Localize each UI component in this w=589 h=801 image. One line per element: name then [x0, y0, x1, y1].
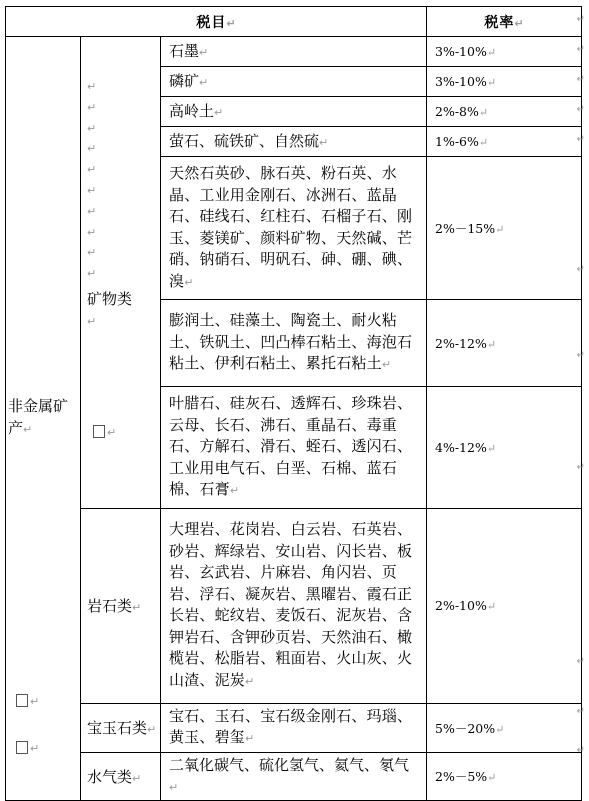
group-gems-cell	[81, 703, 161, 752]
paragraph-mark-icon: ↵	[87, 267, 97, 281]
rate-cell: 2%－15%↵	[427, 157, 582, 300]
rate-cell: 2%-8%↵	[427, 97, 582, 127]
paragraph-mark-icon: ↵	[319, 135, 329, 149]
paragraph-mark-icon: ↵	[87, 142, 97, 156]
row-end-mark-icon: ↵	[576, 134, 585, 145]
paragraph-mark-icon: ↵	[478, 106, 489, 119]
item-cell: 膨润土、硅藻土、陶瓷土、耐火粘土、铁矾土、凹凸棒石粘土、海泡石粘土、伊利石粘土、累托石粘土↵	[161, 300, 427, 387]
paragraph-mark-icon: ↵	[147, 723, 157, 736]
empty-box-icon	[16, 694, 28, 707]
rate-cell: 4%-12%↵	[427, 387, 582, 509]
paragraph-mark-icon: ↵	[495, 722, 505, 736]
header-item	[6, 7, 427, 37]
paragraph-mark-icon: ↵	[87, 163, 97, 177]
row-end-mark-icon: ↵	[576, 264, 585, 275]
paragraph-mark-icon: ↵	[87, 100, 97, 114]
paragraph-mark-icon: ↵	[381, 358, 392, 372]
row-end-mark-icon: ↵	[576, 706, 585, 717]
paragraph-mark-icon: ↵	[169, 780, 179, 794]
rate-cell: 2%-10%↵	[427, 508, 582, 703]
category-cell	[6, 37, 81, 801]
header-rate-label: 税率	[484, 14, 515, 31]
header-item-label: 税目	[196, 14, 227, 31]
table-row	[6, 752, 582, 800]
paragraph-mark-icon: ↵	[87, 183, 97, 197]
paragraph-mark-icon: ↵	[30, 742, 40, 755]
rate-cell: 2%－5%↵	[427, 752, 582, 800]
paragraph-mark-icon: ↵	[132, 601, 142, 614]
paragraph-mark-icon: ↵	[226, 16, 236, 30]
group-gases-label: 水气类	[87, 767, 133, 786]
paragraph-mark-icon: ↵	[87, 246, 97, 260]
rate-cell: 2%-12%↵	[427, 300, 582, 387]
row-end-mark-icon: ↵	[576, 745, 585, 756]
table-row	[6, 508, 582, 703]
group-rocks-label: 岩石类	[87, 597, 133, 615]
paragraph-mark-icon: ↵	[245, 674, 255, 688]
rate-cell: 5%－20%↵	[427, 703, 582, 752]
paragraph-mark-icon: ↵	[107, 426, 117, 439]
paragraph-mark-icon: ↵	[486, 441, 497, 455]
paragraph-mark-icon: ↵	[487, 771, 497, 784]
paragraph-mark-icon: ↵	[132, 771, 142, 785]
item-cell: 石墨↵	[161, 37, 427, 67]
paragraph-mark-icon: ↵	[87, 314, 97, 328]
item-cell: 磷矿↵	[161, 67, 427, 97]
item-cell: 宝石、玉石、宝石级金刚石、玛瑙、黄玉、碧玺↵	[161, 703, 427, 752]
category-label: 非金属矿产↵	[8, 397, 69, 438]
item-cell: 高岭土↵	[161, 97, 427, 127]
item-cell: 天然石英砂、脉石英、粉石英、水晶、工业用金刚石、冰洲石、蓝晶石、硅线石、红柱石、石榴子石、刚玉、菱镁矿、颜料矿物、天然碱、芒硝、钠硝石、明矾石、砷、硼、碘、溴↵	[161, 157, 427, 300]
row-end-mark-icon: ↵	[576, 104, 585, 115]
paragraph-mark-icon: ↵	[514, 16, 524, 30]
box-overlay-gems	[16, 690, 39, 709]
paragraph-mark-icon: ↵	[87, 80, 97, 93]
rate-cell: 1%-6%↵	[427, 127, 582, 157]
paragraph-mark-icon: ↵	[245, 732, 255, 745]
item-cell: 叶腊石、硅灰石、透辉石、珍珠岩、云母、长石、沸石、重晶石、毒重石、方解石、滑石、蛭石、透闪石、工业用电气石、白垩、石棉、蓝石棉、石膏↵	[161, 387, 427, 509]
paragraph-mark-icon: ↵	[87, 121, 97, 135]
header-row	[6, 7, 582, 37]
group-minerals-label: 矿物类	[87, 289, 133, 308]
header-rate	[427, 7, 582, 37]
paragraph-mark-icon: ↵	[486, 76, 497, 89]
row-end-mark-icon: ↵	[576, 350, 585, 361]
tax-rate-table	[5, 6, 582, 801]
box-overlay-gases	[16, 737, 39, 756]
paragraph-mark-icon: ↵	[229, 484, 240, 497]
row-end-mark-icon: ↵	[576, 74, 585, 85]
paragraph-marks	[87, 77, 160, 333]
paragraph-mark-icon: ↵	[23, 423, 33, 437]
paragraph-mark-icon: ↵	[486, 600, 497, 613]
rate-cell: 3%-10%↵	[427, 67, 582, 97]
group-gases-cell	[81, 752, 161, 800]
tax-table-wrapper	[5, 6, 582, 801]
empty-box-icon	[93, 425, 105, 438]
row-end-mark-icon: ↵	[576, 44, 585, 55]
group-gems-label: 宝玉石类	[87, 719, 148, 737]
paragraph-mark-icon: ↵	[30, 695, 40, 708]
item-cell: 大理岩、花岗岩、白云岩、石英岩、砂岩、辉绿岩、安山岩、闪长岩、板岩、玄武岩、片麻岩、角闪岩、页岩、浮石、凝灰岩、黑曜岩、霞石正长岩、蛇纹岩、麦饭石、泥灰岩、含钾岩石、含钾砂页岩、天然油石、橄榄岩、松脂岩、粗面岩、火山灰、火山渣、泥炭↵	[161, 508, 427, 703]
paragraph-mark-icon: ↵	[199, 75, 209, 89]
empty-box-icon	[16, 741, 28, 754]
rate-cell: 3%-10%↵	[427, 37, 582, 67]
paragraph-mark-icon: ↵	[199, 45, 209, 59]
paragraph-mark-icon: ↵	[87, 225, 97, 239]
row-end-mark-icon: ↵	[576, 462, 585, 473]
paragraph-mark-icon: ↵	[486, 337, 497, 351]
table-row	[6, 703, 582, 752]
paragraph-mark-icon: ↵	[495, 223, 505, 236]
paragraph-mark-icon: ↵	[486, 46, 497, 59]
paragraph-mark-icon: ↵	[87, 204, 97, 218]
box-overlay-minerals	[93, 421, 116, 440]
paragraph-mark-icon: ↵	[184, 275, 194, 289]
paragraph-mark-icon: ↵	[214, 105, 224, 119]
row-end-mark-icon: ↵	[576, 14, 585, 25]
row-end-mark-icon: ↵	[576, 656, 585, 667]
item-cell: 二氧化碳气、硫化氢气、氦气、氡气↵	[161, 752, 427, 800]
paragraph-mark-icon: ↵	[478, 136, 489, 149]
group-rocks-cell	[81, 508, 161, 703]
item-cell: 萤石、硫铁矿、自然硫↵	[161, 127, 427, 157]
table-row	[6, 37, 582, 67]
